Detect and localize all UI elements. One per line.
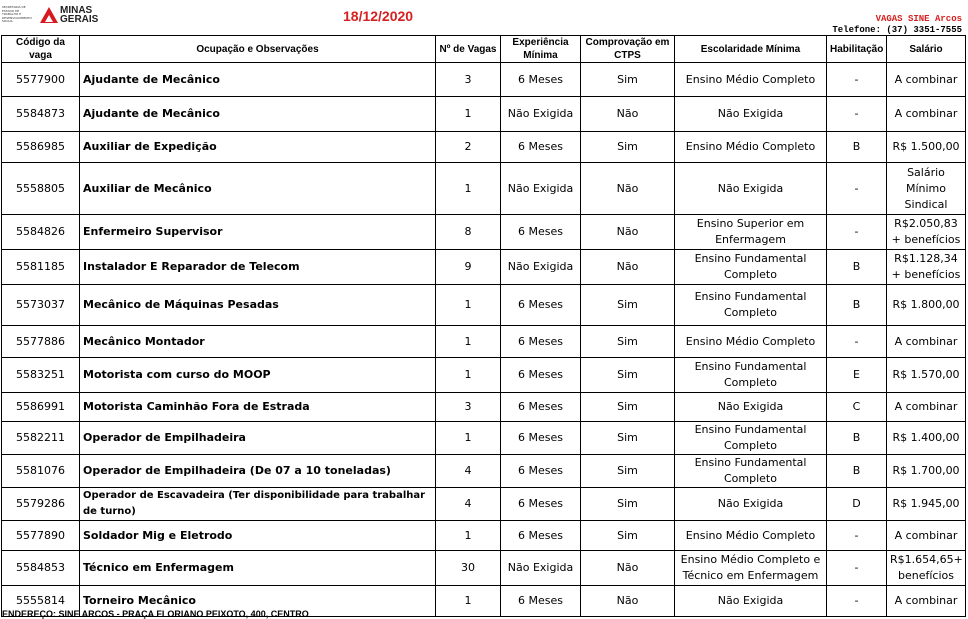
habilitacao-cell: - <box>827 63 887 97</box>
experiencia-cell: 6 Meses <box>501 326 581 358</box>
num-vagas-cell: 1 <box>436 163 501 215</box>
ctps-cell: Sim <box>581 488 675 521</box>
document-date: 18/12/2020 <box>343 8 414 24</box>
escolaridade-cell: Ensino Fundamental Completo <box>675 285 827 326</box>
col-vagas-header: Nº de Vagas <box>436 36 501 63</box>
ctps-cell: Sim <box>581 63 675 97</box>
vaga-code-cell: 5573037 <box>2 285 80 326</box>
experiencia-cell: 6 Meses <box>501 215 581 250</box>
table-row <box>2 422 966 455</box>
table-row <box>2 488 966 521</box>
occupation-cell: Técnico em Enfermagem <box>80 551 436 586</box>
habilitacao-cell: D <box>827 488 887 521</box>
experiencia-cell: 6 Meses <box>501 455 581 488</box>
col-ctps-header: Comprovação em CTPS <box>581 36 675 63</box>
experiencia-cell: 6 Meses <box>501 422 581 455</box>
col-codigo-header: Código da vaga <box>2 36 80 63</box>
escolaridade-cell: Ensino Médio Completo <box>675 63 827 97</box>
experiencia-cell: 6 Meses <box>501 521 581 551</box>
habilitacao-cell: B <box>827 132 887 163</box>
num-vagas-cell: 9 <box>436 250 501 285</box>
ctps-cell: Sim <box>581 455 675 488</box>
table-row <box>2 521 966 551</box>
ctps-cell: Não <box>581 97 675 132</box>
occupation-cell: Motorista com curso do MOOP <box>80 358 436 393</box>
occupation-cell: Mecânico Montador <box>80 326 436 358</box>
occupation-cell: Auxiliar de Mecânico <box>80 163 436 215</box>
escolaridade-cell: Ensino Fundamental Completo <box>675 455 827 488</box>
salario-cell: R$2.050,83 + benefícios <box>887 215 966 250</box>
escolaridade-cell: Ensino Médio Completo <box>675 521 827 551</box>
num-vagas-cell: 8 <box>436 215 501 250</box>
escolaridade-cell: Ensino Médio Completo e Técnico em Enfermagem <box>675 551 827 586</box>
page-header <box>0 0 968 36</box>
experiencia-cell: Não Exigida <box>501 551 581 586</box>
table-row <box>2 163 966 215</box>
escolaridade-cell: Não Exigida <box>675 97 827 132</box>
salario-cell: A combinar <box>887 521 966 551</box>
habilitacao-cell: - <box>827 551 887 586</box>
experiencia-cell: 6 Meses <box>501 63 581 97</box>
occupation-cell: Ajudante de Mecânico <box>80 63 436 97</box>
occupation-cell: Soldador Mig e Eletrodo <box>80 521 436 551</box>
salario-cell: R$ 1.700,00 <box>887 455 966 488</box>
vaga-code-cell: 5577890 <box>2 521 80 551</box>
num-vagas-cell: 2 <box>436 132 501 163</box>
num-vagas-cell: 1 <box>436 586 501 617</box>
vaga-code-cell: 5586991 <box>2 393 80 422</box>
experiencia-cell: 6 Meses <box>501 132 581 163</box>
escolaridade-cell: Não Exigida <box>675 488 827 521</box>
col-salario-header: Salário <box>887 36 966 63</box>
num-vagas-cell: 30 <box>436 551 501 586</box>
experiencia-cell: Não Exigida <box>501 163 581 215</box>
habilitacao-cell: B <box>827 250 887 285</box>
escolaridade-cell: Ensino Superior em Enfermagem <box>675 215 827 250</box>
logo-government-text: SECRETARIA DE ESTADO DE TRABALHO E DESENVOLVIMENTO SOCIAL <box>2 5 32 23</box>
escolaridade-cell: Ensino Fundamental Completo <box>675 422 827 455</box>
vaga-code-cell: 5579286 <box>2 488 80 521</box>
experiencia-cell: 6 Meses <box>501 393 581 422</box>
occupation-cell: Operador de Empilhadeira (De 07 a 10 toneladas) <box>80 455 436 488</box>
vaga-code-cell: 5577900 <box>2 63 80 97</box>
escolaridade-cell: Ensino Fundamental Completo <box>675 250 827 285</box>
table-row <box>2 551 966 586</box>
vaga-code-cell: 5555814 <box>2 586 80 617</box>
salario-cell: R$ 1.570,00 <box>887 358 966 393</box>
num-vagas-cell: 4 <box>436 488 501 521</box>
habilitacao-cell: B <box>827 455 887 488</box>
occupation-cell: Enfermeiro Supervisor <box>80 215 436 250</box>
num-vagas-cell: 1 <box>436 521 501 551</box>
salario-cell: R$ 1.800,00 <box>887 285 966 326</box>
ctps-cell: Sim <box>581 132 675 163</box>
ctps-cell: Não <box>581 163 675 215</box>
habilitacao-cell: B <box>827 422 887 455</box>
num-vagas-cell: 1 <box>436 285 501 326</box>
habilitacao-cell: - <box>827 586 887 617</box>
ctps-cell: Não <box>581 551 675 586</box>
table-row <box>2 250 966 285</box>
occupation-cell: Mecânico de Máquinas Pesadas <box>80 285 436 326</box>
phone-number: Telefone: (37) 3351-7555 <box>832 25 962 35</box>
ctps-cell: Sim <box>581 358 675 393</box>
num-vagas-cell: 1 <box>436 358 501 393</box>
vaga-code-cell: 5558805 <box>2 163 80 215</box>
vaga-code-cell: 5581076 <box>2 455 80 488</box>
table-row <box>2 358 966 393</box>
table-row <box>2 455 966 488</box>
salario-cell: R$1.654,65+ benefícios <box>887 551 966 586</box>
habilitacao-cell: B <box>827 285 887 326</box>
table-row <box>2 285 966 326</box>
num-vagas-cell: 3 <box>436 393 501 422</box>
col-escolaridade-header: Escolaridade Mínima <box>675 36 827 63</box>
ctps-cell: Sim <box>581 422 675 455</box>
salario-cell: A combinar <box>887 63 966 97</box>
vaga-code-cell: 5581185 <box>2 250 80 285</box>
escolaridade-cell: Ensino Médio Completo <box>675 132 827 163</box>
job-vacancies-table <box>1 35 966 617</box>
table-row <box>2 63 966 97</box>
salario-cell: R$ 1.400,00 <box>887 422 966 455</box>
col-experiencia-header: Experiência Mínima <box>501 36 581 63</box>
habilitacao-cell: - <box>827 326 887 358</box>
escolaridade-cell: Ensino Fundamental Completo <box>675 358 827 393</box>
habilitacao-cell: C <box>827 393 887 422</box>
occupation-cell: Instalador E Reparador de Telecom <box>80 250 436 285</box>
ctps-cell: Não <box>581 215 675 250</box>
salario-cell: R$ 1.945,00 <box>887 488 966 521</box>
vaga-code-cell: 5586985 <box>2 132 80 163</box>
escolaridade-cell: Ensino Médio Completo <box>675 326 827 358</box>
salario-cell: A combinar <box>887 97 966 132</box>
vagas-title: VAGAS SINE Arcos <box>875 14 962 24</box>
ctps-cell: Não <box>581 586 675 617</box>
escolaridade-cell: Não Exigida <box>675 586 827 617</box>
table-header-row <box>2 36 966 63</box>
experiencia-cell: 6 Meses <box>501 285 581 326</box>
table-row <box>2 215 966 250</box>
num-vagas-cell: 3 <box>436 63 501 97</box>
vaga-code-cell: 5584873 <box>2 97 80 132</box>
habilitacao-cell: - <box>827 97 887 132</box>
occupation-cell: Torneiro Mecânico <box>80 586 436 617</box>
salario-cell: A combinar <box>887 393 966 422</box>
habilitacao-cell: - <box>827 521 887 551</box>
ctps-cell: Não <box>581 250 675 285</box>
table-row <box>2 132 966 163</box>
vaga-code-cell: 5584853 <box>2 551 80 586</box>
table-row <box>2 393 966 422</box>
ctps-cell: Sim <box>581 285 675 326</box>
vaga-code-cell: 5582211 <box>2 422 80 455</box>
minas-gerais-logo <box>2 4 102 30</box>
experiencia-cell: 6 Meses <box>501 488 581 521</box>
vaga-code-cell: 5584826 <box>2 215 80 250</box>
ctps-cell: Sim <box>581 521 675 551</box>
table-row <box>2 97 966 132</box>
habilitacao-cell: - <box>827 215 887 250</box>
occupation-cell: Motorista Caminhão Fora de Estrada <box>80 393 436 422</box>
num-vagas-cell: 1 <box>436 422 501 455</box>
col-habilitacao-header: Habilitação <box>827 36 887 63</box>
habilitacao-cell: - <box>827 163 887 215</box>
occupation-cell: Auxiliar de Expedição <box>80 132 436 163</box>
vaga-code-cell: 5583251 <box>2 358 80 393</box>
salario-cell: R$ 1.500,00 <box>887 132 966 163</box>
experiencia-cell: Não Exigida <box>501 250 581 285</box>
num-vagas-cell: 1 <box>436 326 501 358</box>
num-vagas-cell: 1 <box>436 97 501 132</box>
experiencia-cell: 6 Meses <box>501 358 581 393</box>
occupation-cell: Operador de Escavadeira (Ter disponibilidade para trabalhar de turno) <box>80 488 436 521</box>
ctps-cell: Sim <box>581 393 675 422</box>
escolaridade-cell: Não Exigida <box>675 163 827 215</box>
occupation-cell: Ajudante de Mecânico <box>80 97 436 132</box>
col-ocupacao-header: Ocupação e Observações <box>80 36 436 63</box>
escolaridade-cell: Não Exigida <box>675 393 827 422</box>
habilitacao-cell: E <box>827 358 887 393</box>
vaga-code-cell: 5577886 <box>2 326 80 358</box>
logo-name: MINAS GERAIS <box>60 5 99 25</box>
salario-cell: A combinar <box>887 586 966 617</box>
salario-cell: R$1.128,34 + benefícios <box>887 250 966 285</box>
salario-cell: A combinar <box>887 326 966 358</box>
table-row <box>2 326 966 358</box>
ctps-cell: Sim <box>581 326 675 358</box>
footer-address: ENDEREÇO: SINE ARCOS - PRAÇA FLORIANO PEIXOTO, 400, CENTRO <box>2 609 309 619</box>
experiencia-cell: Não Exigida <box>501 97 581 132</box>
experiencia-cell: 6 Meses <box>501 586 581 617</box>
salario-cell: Salário Mínimo Sindical <box>887 163 966 215</box>
num-vagas-cell: 4 <box>436 455 501 488</box>
occupation-cell: Operador de Empilhadeira <box>80 422 436 455</box>
